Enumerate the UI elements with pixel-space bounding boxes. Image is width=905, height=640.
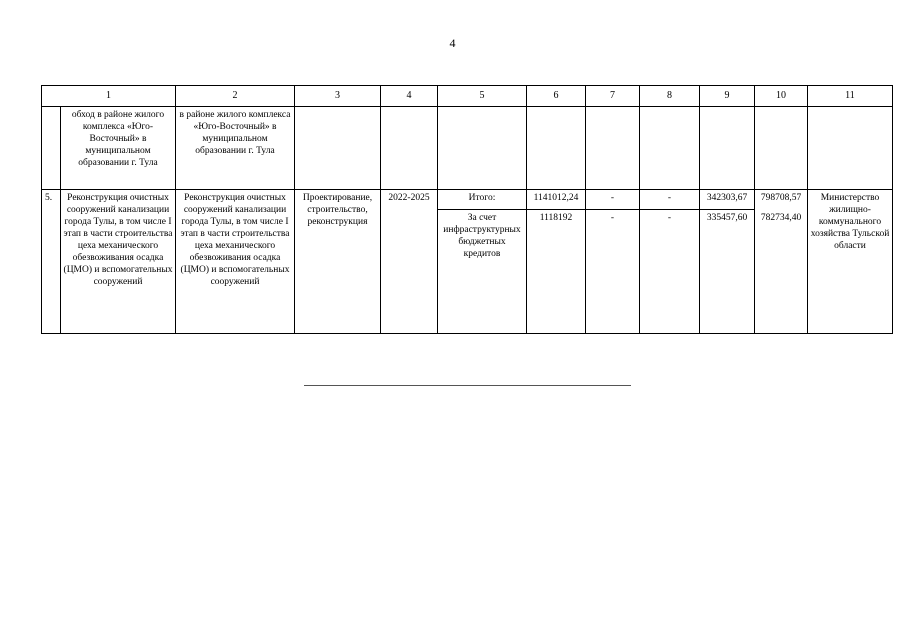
column-header-5: 5	[438, 86, 527, 107]
credit-label: За счет инфраструктурных бюджетных кредитов	[438, 210, 527, 334]
continuation-object-location: в районе жилого комплекса «Юго-Восточный» в муниципальном образовании г. Тула	[176, 107, 295, 190]
credit-col7: -	[586, 210, 640, 334]
page-number: 4	[449, 36, 456, 50]
row-number-cell	[42, 107, 61, 190]
column-header-2: 2	[176, 86, 295, 107]
column-header-7: 7	[586, 86, 640, 107]
responsible-ministry: Министерство жилищно-коммунального хозяйства Тульской области	[808, 190, 893, 334]
column-header-3: 3	[295, 86, 381, 107]
column-number-header-row	[42, 86, 893, 107]
column-header-11: 11	[808, 86, 893, 107]
credit-col9: 335457,60	[700, 210, 755, 334]
column-header-9: 9	[700, 86, 755, 107]
total-label: Итого:	[438, 190, 527, 210]
years: 2022-2025	[381, 190, 438, 334]
total-col8: -	[640, 190, 700, 210]
credit-col10: 782734,40	[755, 210, 808, 334]
total-col10: 798708,57	[755, 190, 808, 210]
column-header-10: 10	[755, 86, 808, 107]
column-header-1: 1	[42, 86, 176, 107]
program-table	[41, 85, 893, 334]
total-col9: 342303,67	[700, 190, 755, 210]
continuation-row	[42, 107, 893, 190]
work-type: Проектирование, строительство, реконструкция	[295, 190, 381, 334]
row-number: 5.	[42, 190, 61, 334]
column-header-4: 4	[381, 86, 438, 107]
credit-col6: 1118192	[527, 210, 586, 334]
total-col7: -	[586, 190, 640, 210]
credit-col8: -	[640, 210, 700, 334]
table-row	[42, 190, 893, 210]
column-header-8: 8	[640, 86, 700, 107]
continuation-object-name: обход в районе жилого комплекса «Юго-Восточный» в муниципальном образовании г. Тула	[61, 107, 176, 190]
object-name: Реконструкция очистных сооружений канализации города Тулы, в том числе I этап в части строительства цеха механического обезвоживания осадка (ЦМО) и вспомогательных сооружений	[61, 190, 176, 334]
end-divider-line	[304, 385, 631, 386]
object-location: Реконструкция очистных сооружений канализации города Тулы, в том числе I этап в части строительства цеха механического обезвоживания осадка (ЦМО) и вспомогательных сооружений	[176, 190, 295, 334]
column-header-6: 6	[527, 86, 586, 107]
total-col6: 1141012,24	[527, 190, 586, 210]
